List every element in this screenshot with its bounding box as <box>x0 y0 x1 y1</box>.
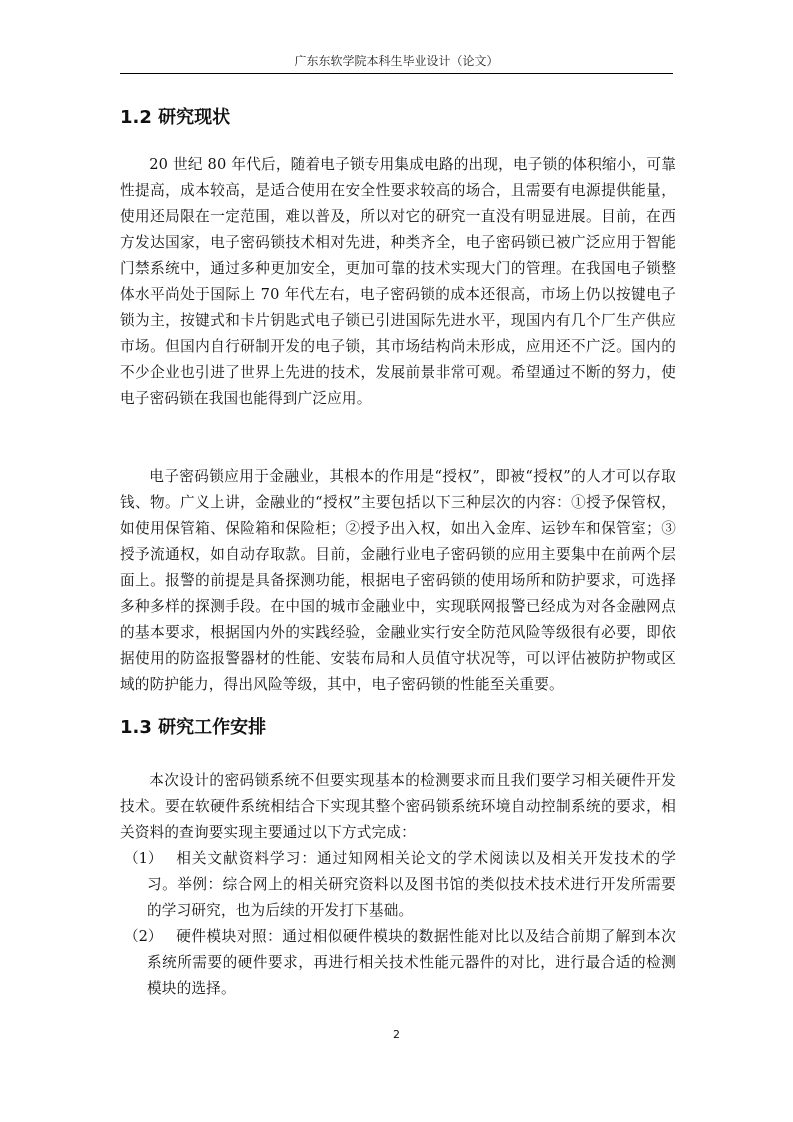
list-item-text: 相关文献资料学习：通过知网相关论文的学术阅读以及相关开发技术的学习。举例：综合网上的相关研究资料以及图书馆的类似技术技术进行开发所需要的学习研究，也为后续的开发打下基础。 <box>147 850 676 919</box>
page-number: 2 <box>393 1028 400 1041</box>
paragraph-research-status: 20 世纪 80 年代后，随着电子锁专用集成电路的出现，电子锁的体积缩小，可靠性提高，成本较高，是适合使用在安全性要求较高的场合，且需要有电源提供能量，使用还局限在一定范围，难以普及，所以对它的研究一直没有明显进展。目前，在西方发达国家，电子密码锁技术相对先进，种类齐全，电子密码锁已被广泛应用于智能门禁系统中，通过多种更加安全，更加可靠的技术实现大门的管理。在我国电子锁整体水平尚处于国际上 70 年代左右，电子密码锁的成本还很高，市场上仍以按键电子锁为主，按键式和卡片钥匙式电子锁已引进国际先进水平，现国内有几个厂生产供应市场。但国内自行研制开发的电子锁，其市场结构尚未形成，应用还不广泛。国内的不少企业也引进了世界上先进的技术，发展前景非常可观。希望通过不断的努力，使电子密码锁在我国也能得到广泛应用。 <box>120 156 676 407</box>
list-item <box>120 846 676 924</box>
section-heading-1-3: 1.3 研究工作安排 <box>120 717 267 738</box>
list-item <box>120 924 676 1002</box>
work-plan-list <box>120 846 676 1002</box>
header-divider <box>120 73 673 74</box>
list-marker: （2） <box>124 928 163 945</box>
section-heading-1-2: 1.2 研究现状 <box>120 107 231 128</box>
paragraph-work-plan-intro: 本次设计的密码锁系统不但要实现基本的检测要求而且我们要学习相关硬件开发技术。要在软硬件系统相结合下实现其整个密码锁系统环境自动控制系统的要求，相关资料的查询要实现主要通过以下方式完成： <box>120 772 676 841</box>
list-item-text: 硬件模块对照：通过相似硬件模块的数据性能对比以及结合前期了解到本次系统所需要的硬件要求，再进行相关技术性能元器件的对比，进行最合适的检测模块的选择。 <box>147 928 676 997</box>
page-header: 广东东软学院本科生毕业设计（论文） <box>294 54 499 68</box>
paragraph-finance-application: 电子密码锁应用于金融业，其根本的作用是“授权”，即被“授权”的人才可以存取钱、物。广义上讲，金融业的“授权”主要包括以下三种层次的内容：①授予保管权，如使用保管箱、保险箱和保险柜；②授予出入权，如出入金库、运钞车和保管室；③授予流通权，如自动存取款。目前，金融行业电子密码锁的应用主要集中在前两个层面上。报警的前提是具备探测功能，根据电子密码锁的使用场所和防护要求，可选择多种多样的探测手段。在中国的城市金融业中，实现联网报警已经成为对各金融网点的基本要求，根据国内外的实践经验，金融业实行安全防范风险等级很有必要，即依据使用的防盗报警器材的性能、安装布局和人员值守状况等，可以评估被防护物或区域的防护能力，得出风险等级，其中，电子密码锁的性能至关重要。 <box>120 468 676 693</box>
list-marker: （1） <box>124 850 163 867</box>
